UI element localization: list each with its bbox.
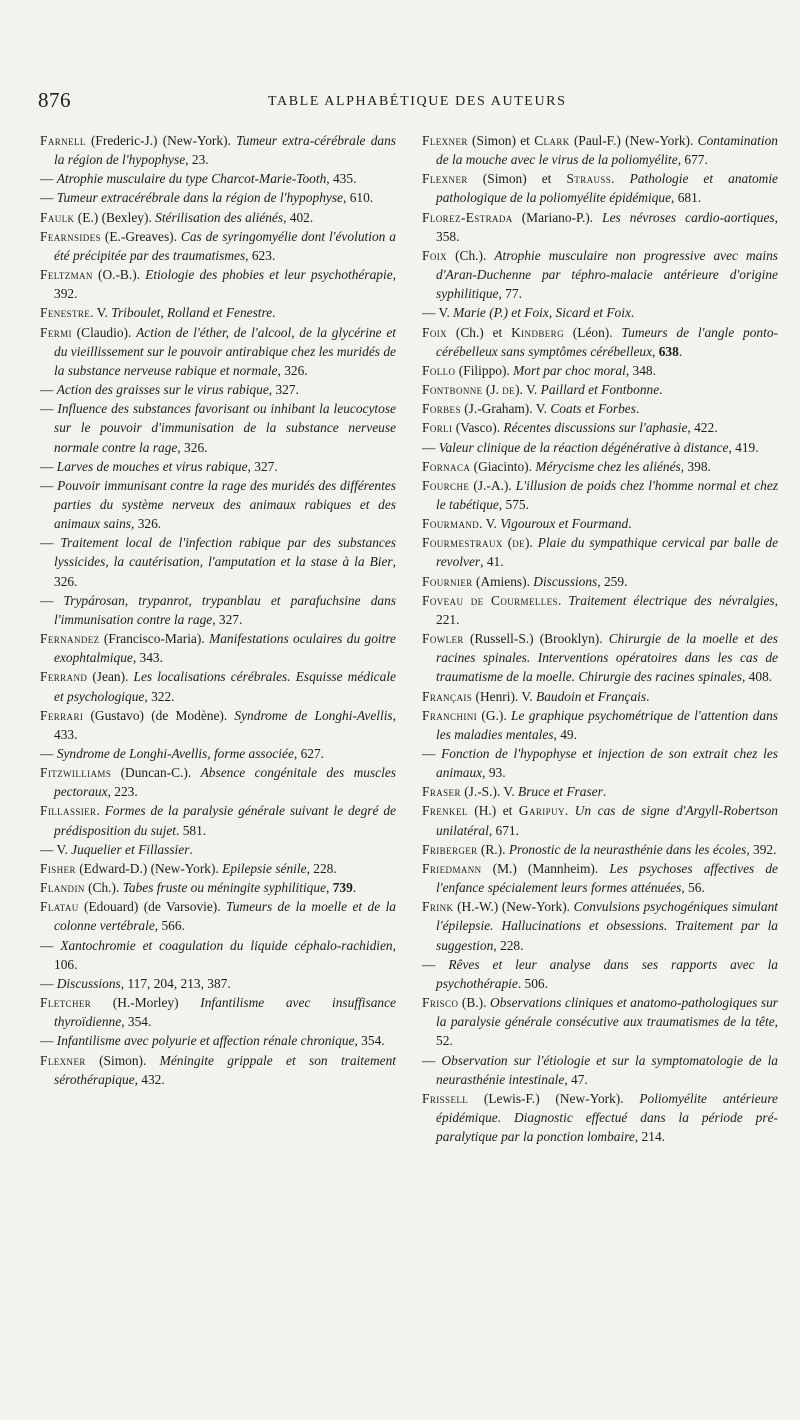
work-title: Trypárosan, trypanrot, trypanblau et parafuchsine dans l'immunisation contre la rage bbox=[54, 592, 396, 627]
entry-text: (Jean). bbox=[87, 669, 134, 685]
index-entry bbox=[40, 840, 396, 859]
entry-text: , 627. bbox=[293, 746, 325, 761]
entry-text: , 408. bbox=[741, 669, 773, 685]
index-entry bbox=[40, 227, 396, 265]
entry-text: , 23. bbox=[185, 152, 209, 168]
index-entry bbox=[422, 361, 778, 380]
author-name: Fournier bbox=[422, 573, 473, 589]
entry-text: (Claudio). bbox=[71, 324, 137, 340]
entry-text: . bbox=[635, 401, 640, 417]
entry-text: , 259. bbox=[597, 573, 628, 589]
entry-text: — bbox=[422, 956, 449, 972]
entry-text: (Amiens). bbox=[472, 573, 534, 589]
entry-text: (Edward-D.) (New-York). bbox=[75, 860, 223, 876]
entry-text: (Simon) et bbox=[467, 171, 567, 187]
entry-text: . bbox=[630, 305, 635, 321]
index-entry bbox=[40, 380, 396, 399]
author-name: de bbox=[512, 535, 525, 551]
entry-text: , 47. bbox=[564, 1071, 588, 1087]
entry-text: , 326. bbox=[131, 516, 162, 532]
work-title: Contamination de la mouche avec le virus de la poliomyélite bbox=[436, 133, 778, 168]
index-entry bbox=[422, 744, 778, 782]
author-name: Foveau de Courmelles bbox=[422, 592, 558, 608]
author-name: Fowler bbox=[422, 631, 464, 647]
entry-text: , 671. bbox=[488, 822, 519, 838]
author-name: Clark bbox=[534, 133, 570, 148]
index-entry bbox=[422, 629, 778, 686]
entry-text: . bbox=[646, 688, 650, 704]
entry-text: , 681. bbox=[671, 190, 702, 206]
work-title: Pouvoir immunisant contre la rage des muridés des différentes parties du système nerveux des animaux rabiques et des animaux sains bbox=[54, 477, 396, 532]
index-entry bbox=[40, 323, 396, 380]
author-name: Fitzwilliams bbox=[40, 765, 112, 781]
index-entry bbox=[40, 859, 396, 878]
entry-text: , 223. bbox=[107, 784, 138, 800]
entry-text: , 56. bbox=[681, 880, 705, 896]
entry-text: . bbox=[564, 803, 575, 819]
index-entry bbox=[40, 801, 396, 839]
entry-text: , 566. bbox=[154, 918, 185, 934]
index-entry bbox=[422, 859, 778, 897]
entry-text: — bbox=[422, 1052, 442, 1068]
index-entry bbox=[422, 418, 778, 437]
author-name: Strauss bbox=[566, 171, 612, 187]
entry-text: , 117, 204, 213, 387. bbox=[120, 975, 231, 991]
work-title: Action de l'éther, de l'alcool, de la glycérine et du vieillissement sur le pouvoir antirabique chez les muridés de la substance nerveuse rabique et normale bbox=[54, 324, 396, 378]
author-name: Ferrari bbox=[40, 707, 84, 723]
work-title: Xantochromie et coagulation du liquide céphalo-rachidien bbox=[60, 937, 393, 953]
entry-text: , 228. bbox=[306, 860, 337, 876]
index-entry bbox=[40, 744, 396, 763]
work-title: Cas de syringomyélie dont l'évolution a été précipitée par des traumatismes bbox=[54, 228, 396, 263]
entry-text: , 327. bbox=[247, 458, 278, 474]
work-title: Atrophie musculaire non progressive avec mains d'Aran-Duchenne par téphro-malacie antérieure d'origine syphilitique bbox=[436, 247, 778, 302]
entry-text: — bbox=[40, 458, 57, 474]
entry-text: . bbox=[628, 516, 632, 532]
work-title: Discussions bbox=[533, 573, 598, 589]
author-name: Fearnsides bbox=[40, 228, 101, 244]
entry-text: — bbox=[40, 535, 61, 551]
entry-text: , 343. bbox=[132, 650, 163, 666]
work-title: Tumeur extra-cérébrale dans la région de l'hypophyse bbox=[54, 133, 396, 168]
index-entry bbox=[422, 208, 778, 246]
author-name: Fontbonne bbox=[422, 382, 483, 398]
entry-text: (R.). bbox=[477, 841, 509, 857]
work-title: Les psychoses affectives de l'enfance spécialement leurs formes atténuées bbox=[436, 860, 778, 896]
work-title: Action des graisses sur le virus rabique bbox=[56, 382, 269, 398]
entry-text: (O.-B.). bbox=[92, 267, 146, 283]
entry-text: ). V. bbox=[515, 382, 541, 398]
work-title: Fonction de l'hypophyse et injection de son extrait chez les animaux bbox=[436, 746, 778, 781]
author-name: Foix bbox=[422, 247, 448, 263]
entry-text: , 402. bbox=[283, 209, 314, 225]
index-entry bbox=[40, 208, 396, 227]
entry-text: (J.-S.). V. bbox=[460, 784, 519, 800]
entry-text: . V. bbox=[479, 516, 501, 532]
entry-text: . bbox=[611, 171, 630, 187]
entry-text: . bbox=[557, 592, 569, 608]
work-title: Les névroses cardio-aortiques bbox=[602, 209, 775, 225]
index-entry bbox=[422, 687, 778, 706]
author-name: Fourche bbox=[422, 477, 470, 493]
index-entry bbox=[40, 457, 396, 476]
work-title: Mérycisme chez les aliénés bbox=[535, 458, 681, 474]
work-title: Juquelier et Fillassier bbox=[71, 841, 190, 857]
work-title: Poliomyélite antérieure épidémique. Diagnostic effectué dans la période pré-paralytique par la ponction lombaire bbox=[436, 1090, 778, 1145]
work-title: Pronostic de la neurasthénie dans les écoles bbox=[508, 841, 747, 857]
work-title: Observation sur l'étiologie et sur la symptomatologie de la neurasthénie intestinale bbox=[436, 1052, 778, 1087]
entry-text: ). bbox=[525, 535, 538, 551]
entry-text: (J. bbox=[482, 382, 503, 398]
index-entry bbox=[422, 572, 778, 591]
entry-text: (Ch.) et bbox=[447, 324, 512, 340]
index-entry bbox=[422, 514, 778, 533]
work-title: Mort par choc moral bbox=[513, 362, 626, 378]
work-title: Tabes fruste ou méningite syphilitique bbox=[122, 880, 327, 896]
entry-text: , 433. bbox=[54, 707, 396, 742]
entry-text: , 214. bbox=[634, 1129, 665, 1145]
entry-text: (Henri). V. bbox=[472, 688, 537, 704]
index-entry bbox=[40, 265, 396, 303]
index-entry bbox=[40, 1031, 396, 1050]
index-entry bbox=[40, 476, 396, 533]
author-name: Frisco bbox=[422, 995, 459, 1011]
work-title: Valeur clinique de la réaction dégénérative à distance bbox=[438, 439, 729, 455]
entry-text: — bbox=[40, 190, 57, 206]
entry-text: — bbox=[40, 592, 64, 608]
work-title: Traitement électrique des névralgies bbox=[568, 592, 775, 608]
entry-text: (Paul-F.) (New-York). bbox=[569, 133, 698, 148]
entry-text: . bbox=[352, 880, 357, 896]
entry-text: — bbox=[40, 1033, 57, 1049]
author-name: Fermi bbox=[40, 324, 72, 340]
entry-text: (Simon). bbox=[85, 1052, 160, 1068]
author-name: Fourmand bbox=[422, 516, 480, 532]
entry-text: , 358. bbox=[436, 209, 778, 244]
work-title: Epilepsie sénile bbox=[222, 860, 307, 876]
index-entry bbox=[40, 897, 396, 935]
entry-text: , 610. bbox=[343, 190, 374, 206]
index-entry bbox=[422, 840, 778, 859]
entry-text: , 354. bbox=[121, 1014, 152, 1030]
entry-text: (Russell-S.) (Brooklyn). bbox=[463, 631, 609, 647]
author-name: Fillassier bbox=[40, 803, 97, 819]
page-header bbox=[0, 88, 800, 128]
author-name: Frink bbox=[422, 899, 454, 915]
work-title: Les localisations cérébrales. Esquisse médicale et psychologique bbox=[54, 669, 396, 704]
entry-text: (H.) et bbox=[467, 803, 519, 819]
index-entry bbox=[40, 591, 396, 629]
index-entry bbox=[40, 706, 396, 744]
index-entry bbox=[40, 131, 396, 169]
entry-text: (Léon). bbox=[563, 324, 622, 340]
author-name: Feltzman bbox=[40, 267, 93, 283]
entry-text: (Giacinto). bbox=[470, 458, 536, 474]
author-name: Ferrand bbox=[40, 669, 88, 685]
index-entry bbox=[422, 246, 778, 303]
index-entry bbox=[40, 667, 396, 705]
author-name: Français bbox=[422, 688, 473, 704]
page-number: 876 bbox=[38, 88, 71, 112]
work-title: Triboulet, Rolland et Fenestre bbox=[111, 305, 273, 321]
index-entry bbox=[422, 1089, 778, 1146]
author-name: Flexner bbox=[40, 1052, 86, 1068]
work-title: Formes de la paralysie générale suivant le degré de prédisposition du sujet bbox=[54, 803, 396, 838]
entry-text: . bbox=[189, 841, 193, 857]
author-name: Frenkel bbox=[422, 803, 468, 819]
work-title: Convulsions psychogéniques simulant l'épilepsie. Hallucinations et obsessions. Traitement par la suggestion bbox=[436, 899, 778, 953]
work-title: Tumeurs de l'angle ponto-cérébelleux sans symptômes cérébelleux bbox=[436, 324, 778, 359]
entry-text: . bbox=[659, 382, 663, 398]
entry-text: , 221. bbox=[436, 592, 778, 627]
entry-text: (G.). bbox=[477, 707, 511, 723]
index-entry bbox=[422, 476, 778, 514]
author-name: Foix bbox=[422, 324, 448, 340]
index-entry bbox=[422, 380, 778, 399]
index-entry bbox=[422, 533, 778, 571]
entry-text: , 52. bbox=[436, 1014, 778, 1049]
entry-text: (B.). bbox=[458, 995, 491, 1011]
work-title: Etiologie des phobies et leur psychothérapie bbox=[145, 267, 393, 283]
entry-text: — bbox=[422, 439, 439, 455]
author-name: Garipuy bbox=[518, 803, 565, 819]
index-entry bbox=[40, 629, 396, 667]
work-title: Rêves et leur analyse dans ses rapports avec la psychothérapie bbox=[436, 956, 778, 991]
entry-text: , 392. bbox=[746, 841, 777, 857]
author-name: Flatau bbox=[40, 899, 79, 915]
entry-text: (E.-Greaves). bbox=[100, 228, 181, 244]
entry-text: , 432. bbox=[134, 1071, 165, 1087]
index-entry bbox=[40, 303, 396, 322]
entry-text: . bbox=[602, 784, 607, 800]
author-name: Flandin bbox=[40, 880, 85, 896]
entry-text: , 677. bbox=[677, 152, 708, 168]
entry-text: , bbox=[652, 343, 659, 359]
entry-text: (Ch.). bbox=[84, 880, 123, 896]
entry-text: , 326. bbox=[54, 554, 396, 589]
index-entry bbox=[40, 974, 396, 993]
work-title: Tumeurs de la moelle et de la colonne vertébrale bbox=[54, 899, 396, 934]
author-name: Flexner bbox=[422, 171, 468, 187]
entry-text: , 49. bbox=[553, 726, 577, 742]
page-ref-bold: 739 bbox=[332, 880, 353, 896]
entry-text: . bbox=[678, 343, 683, 359]
index-column-right bbox=[422, 131, 778, 1146]
entry-text: (Mariano-P.). bbox=[512, 209, 603, 225]
entry-text: (Simon) et bbox=[467, 133, 535, 148]
author-name: Friedmann bbox=[422, 860, 482, 876]
work-title: Un cas de signe d'Argyll-Robertson unilatéral bbox=[436, 803, 778, 838]
work-title: Le graphique psychométrique de l'attention dans les maladies mentales bbox=[436, 707, 778, 742]
entry-text: . bbox=[96, 803, 105, 819]
entry-text: (Frederic-J.) (New-York). bbox=[85, 133, 237, 148]
entry-text: (E.) (Bexley). bbox=[74, 209, 156, 225]
index-entry bbox=[422, 801, 778, 839]
author-name: Frissell bbox=[422, 1090, 469, 1106]
index-entry bbox=[40, 188, 396, 207]
index-entry bbox=[422, 591, 778, 629]
index-entry bbox=[422, 457, 778, 476]
entry-text: — bbox=[40, 937, 61, 953]
index-entry bbox=[40, 936, 396, 974]
author-name: Kindberg bbox=[511, 324, 564, 340]
work-title: Chirurgie de la moelle et des racines spinales. Interventions opératoires dans les cas de traumatisme de la moelle. Chirurgie des racines spinales bbox=[436, 631, 778, 685]
running-head: TABLE ALPHABÉTIQUE DES AUTEURS bbox=[268, 94, 567, 109]
work-title: Manifestations oculaires du goitre exophtalmique bbox=[54, 631, 397, 666]
index-entry bbox=[422, 897, 778, 954]
entry-text: , 354. bbox=[354, 1033, 385, 1049]
work-title: Baudoin et Français bbox=[536, 688, 647, 704]
author-name: Fraser bbox=[422, 784, 461, 800]
work-title: Pathologie et anatomie pathologique de la poliomyélite épidémique bbox=[436, 171, 778, 206]
work-title: Influence des substances favorisant ou inhibant la leucocytose sur le pouvoir d'immunisation de la substance nerveuse normale contre la rage bbox=[54, 401, 396, 455]
entry-text: . 506. bbox=[517, 975, 548, 991]
entry-text: , 327. bbox=[268, 382, 299, 398]
work-title: Coats et Forbes bbox=[550, 401, 636, 417]
entry-text: (H.-W.) (New-York). bbox=[453, 899, 574, 915]
author-name: Fernandez bbox=[40, 631, 100, 647]
entry-text: — bbox=[40, 401, 58, 417]
entry-text: , 327. bbox=[212, 611, 243, 627]
entry-text: (Lewis-F.) (New-York). bbox=[468, 1090, 640, 1106]
author-name: Flexner bbox=[422, 133, 468, 148]
work-title: Syndrome de Longhi-Avellis bbox=[234, 707, 393, 723]
work-title: Atrophie musculaire du type Charcot-Marie-Tooth bbox=[56, 171, 327, 187]
entry-text: , 326. bbox=[177, 439, 208, 455]
index-entry bbox=[422, 399, 778, 418]
author-name: de bbox=[502, 382, 516, 398]
entry-text: (Edouard) (de Varsovie). bbox=[78, 899, 227, 915]
entry-text: , 326. bbox=[277, 362, 308, 378]
entry-text: , 41. bbox=[480, 554, 504, 570]
index-entry bbox=[40, 993, 396, 1031]
page-ref-bold: 638 bbox=[658, 343, 679, 359]
entry-text: , 435. bbox=[326, 171, 357, 187]
work-title: Récentes discussions sur l'aphasie bbox=[503, 420, 688, 436]
entry-text: , 398. bbox=[680, 458, 711, 474]
index-entry bbox=[422, 169, 778, 207]
entry-text: (Ch.). bbox=[447, 247, 495, 263]
index-column-left bbox=[40, 131, 396, 1089]
work-title: Observations cliniques et anatomo-pathologiques sur la paralysie générale consécutive aux traumatismes de la tête bbox=[436, 995, 778, 1030]
index-entry bbox=[422, 303, 778, 322]
work-title: L'illusion de poids chez l'homme normal et chez le tabétique bbox=[436, 477, 778, 512]
entry-text: (Vasco). bbox=[452, 420, 504, 436]
index-entry bbox=[422, 438, 778, 457]
entry-text: — V. bbox=[422, 305, 454, 321]
entry-text: , 77. bbox=[498, 286, 522, 302]
author-name: Fletcher bbox=[40, 995, 92, 1011]
entry-text: . V. bbox=[90, 305, 112, 321]
work-title: Méningite grippale et son traitement sérothérapique bbox=[54, 1052, 396, 1087]
author-name: Fisher bbox=[40, 860, 76, 876]
work-title: Plaie du sympathique cervical par balle de revolver bbox=[436, 535, 779, 570]
entry-text: ( bbox=[502, 535, 513, 551]
entry-text: , 623. bbox=[245, 247, 276, 263]
index-entry bbox=[422, 323, 778, 361]
entry-text: , 575. bbox=[498, 496, 529, 512]
work-title: Absence congénitale des muscles pectoraux bbox=[54, 765, 397, 800]
entry-text: , bbox=[326, 880, 333, 896]
entry-text: , 322. bbox=[144, 688, 175, 704]
index-entry bbox=[422, 782, 778, 801]
index-entry bbox=[422, 706, 778, 744]
entry-text: — V. bbox=[40, 841, 72, 857]
entry-text: — bbox=[40, 382, 57, 398]
work-title: Larves de mouches et virus rabique bbox=[56, 458, 248, 474]
entry-text: , 392. bbox=[54, 267, 396, 302]
entry-text: . bbox=[272, 305, 276, 321]
work-title: Vigouroux et Fourmand bbox=[500, 516, 629, 532]
author-name: Forli bbox=[422, 420, 453, 436]
index-entry bbox=[40, 399, 396, 456]
work-title: Infantilisme avec insuffisance thyroïdienne bbox=[54, 995, 396, 1030]
entry-text: (Francisco-Maria). bbox=[99, 631, 210, 647]
author-name: Florez-Estrada bbox=[422, 209, 513, 225]
entry-text: (J.-Graham). V. bbox=[460, 401, 551, 417]
index-entry bbox=[422, 993, 778, 1050]
work-title: Paillard et Fontbonne bbox=[540, 382, 660, 398]
work-title: Stérilisation des aliénés bbox=[155, 209, 284, 225]
entry-text: — bbox=[40, 746, 57, 761]
index-entry bbox=[40, 878, 396, 897]
entry-text: — bbox=[40, 477, 58, 493]
author-name: Farnell bbox=[40, 133, 86, 148]
entry-text: , 419. bbox=[728, 439, 759, 455]
index-entry bbox=[40, 1051, 396, 1089]
work-title: Traitement local de l'infection rabique par des substances lyssicides, la cautérisation, l'amputation et la stase à la Bier bbox=[54, 535, 396, 570]
work-title: Infantilisme avec polyurie et affection rénale chronique bbox=[56, 1033, 355, 1049]
author-name: Fenestre bbox=[40, 305, 91, 321]
index-entry bbox=[422, 1051, 778, 1089]
author-name: Fourmestraux bbox=[422, 535, 503, 551]
entry-text: — bbox=[40, 171, 57, 187]
author-name: Fornaca bbox=[422, 458, 471, 474]
entry-text: (Duncan-C.). bbox=[111, 765, 201, 781]
index-entry bbox=[40, 763, 396, 801]
entry-text: — bbox=[422, 746, 442, 761]
index-entry bbox=[422, 955, 778, 993]
entry-text: , 348. bbox=[625, 362, 656, 378]
entry-text: , 228. bbox=[493, 937, 524, 953]
work-title: Discussions bbox=[56, 975, 121, 991]
work-title: Marie (P.) et Foix, Sicard et Foix bbox=[453, 305, 631, 321]
author-name: Follo bbox=[422, 362, 456, 378]
entry-text: , 422. bbox=[687, 420, 718, 436]
entry-text: (M.) (Mannheim). bbox=[481, 860, 610, 876]
author-name: Franchini bbox=[422, 707, 478, 723]
entry-text: (H.-Morley) bbox=[91, 995, 201, 1011]
work-title: Bruce et Fraser bbox=[518, 784, 603, 800]
entry-text: (J.-A.). bbox=[469, 477, 516, 493]
index-entry bbox=[40, 533, 396, 590]
entry-text: (Gustavo) (de Modène). bbox=[83, 707, 235, 723]
entry-text: (Filippo). bbox=[455, 362, 514, 378]
work-title: Syndrome de Longhi-Avellis, forme associée bbox=[56, 746, 294, 761]
index-entry bbox=[40, 169, 396, 188]
author-name: Forbes bbox=[422, 401, 461, 417]
work-title: Tumeur extracérébrale dans la région de l'hypophyse bbox=[56, 190, 343, 206]
entry-text: — bbox=[40, 975, 57, 991]
author-name: Friberger bbox=[422, 841, 478, 857]
index-entry bbox=[422, 131, 778, 169]
entry-text: . 581. bbox=[176, 822, 207, 838]
author-name: Faulk bbox=[40, 209, 75, 225]
entry-text: , 93. bbox=[482, 765, 506, 781]
entry-text: , 106. bbox=[54, 937, 396, 972]
